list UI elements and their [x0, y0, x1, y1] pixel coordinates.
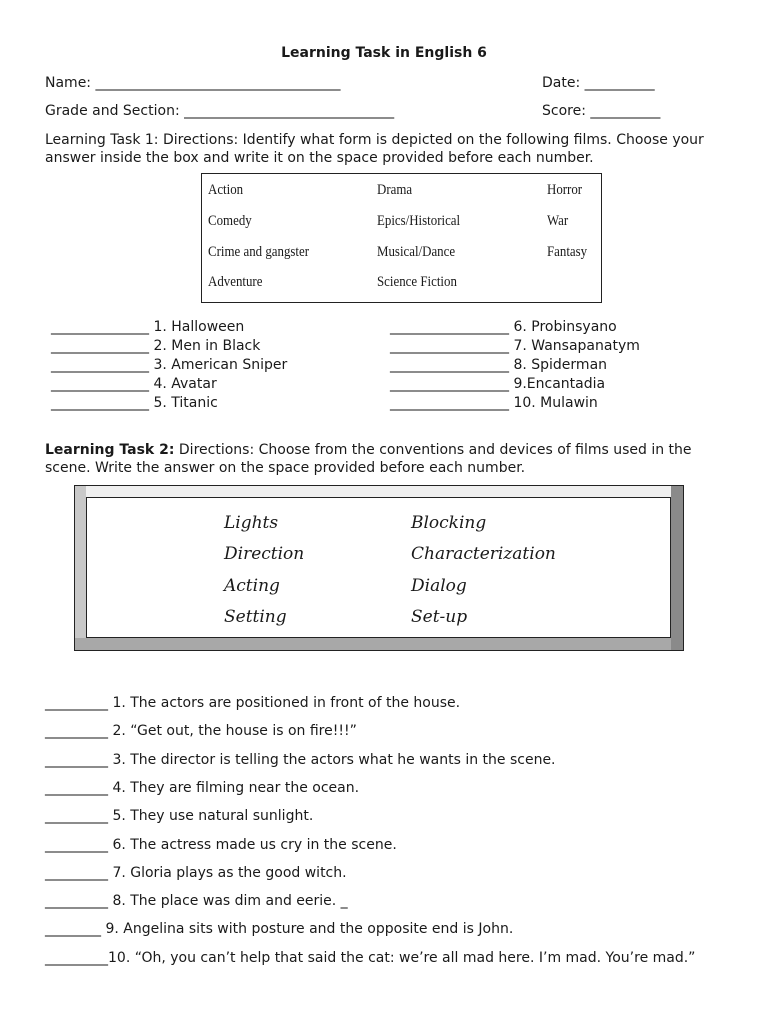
frame-bevel: [671, 486, 683, 650]
name-field: Name: ___________________________________: [45, 75, 341, 91]
task1-item: ______________ 4. Avatar: [51, 376, 217, 392]
task1-item: ______________ 5. Titanic: [51, 395, 218, 411]
task1-directions: [45, 131, 725, 167]
device-label: Set-up: [411, 607, 468, 627]
task2-item: _________ 3. The director is telling the actors what he wants in the scene.: [45, 752, 556, 768]
task1-item: ______________ 3. American Sniper: [51, 357, 288, 373]
choice-cell: Epics/Historical: [377, 213, 461, 229]
task2-item: _________ 8. The place was dim and eerie. _: [45, 893, 348, 909]
frame-bevel: [75, 486, 86, 650]
task1-item: _________________ 6. Probinsyano: [390, 319, 617, 335]
choice-cell: Adventure: [208, 274, 263, 290]
device-label: Characterization: [411, 544, 556, 564]
choice-cell: Action: [208, 182, 244, 198]
task2-item: _________ 2. “Get out, the house is on fire!!!”: [45, 723, 357, 739]
device-label: Lights: [224, 513, 279, 533]
choice-cell: Science Fiction: [377, 274, 457, 290]
task1-item: _________________ 9.Encantadia: [390, 376, 606, 392]
grade-section-field: Grade and Section: ______________________________: [45, 103, 395, 119]
device-label: Dialog: [411, 576, 467, 596]
device-label: Blocking: [411, 513, 487, 533]
choice-cell: Musical/Dance: [377, 244, 456, 260]
task2-directions-line1: [45, 441, 725, 459]
date-field: Date: __________: [542, 75, 655, 91]
task2-item: _________ 1. The actors are positioned in front of the house.: [45, 695, 461, 711]
choice-cell: Fantasy: [547, 244, 588, 260]
task1-item: _________________ 7. Wansapanatym: [390, 338, 640, 354]
task1-item: _________________ 8. Spiderman: [390, 357, 608, 373]
task2-directions: [45, 441, 725, 477]
frame-bevel: [75, 638, 683, 650]
device-label: Direction: [224, 544, 305, 564]
choice-cell: Crime and gangster: [208, 244, 310, 260]
frame-bevel: [75, 486, 683, 497]
device-label: Acting: [224, 576, 280, 596]
choice-cell: Drama: [377, 182, 413, 198]
task2-item: _________ 5. They use natural sunlight.: [45, 808, 314, 824]
task1-item: _________________ 10. Mulawin: [390, 395, 598, 411]
task2-item: _________ 4. They are filming near the ocean.: [45, 780, 360, 796]
task1-item: ______________ 2. Men in Black: [51, 338, 261, 354]
task2-heading: Learning Task 2:: [45, 442, 175, 458]
task2-item: _________10. “Oh, you can’t help that said the cat: we’re all mad here. I’m mad. You’re mad.”: [45, 950, 696, 966]
task1-directions-line1: Learning Task 1: Directions: Identify what form is depicted on the following films. Choose your: [45, 132, 704, 148]
task2-item: _________ 6. The actress made us cry in the scene.: [45, 837, 397, 853]
film-devices-panel: [86, 497, 671, 638]
film-devices-frame: [74, 485, 684, 651]
choice-cell: Horror: [547, 182, 583, 198]
choice-cell: War: [547, 213, 569, 229]
task2-directions-text: Directions: Choose from the conventions and devices of films used in the: [174, 442, 692, 458]
score-field: Score: __________: [542, 103, 661, 119]
choice-cell: Comedy: [208, 213, 252, 229]
task2-directions-line2: scene. Write the answer on the space provided before each number.: [45, 460, 526, 476]
task1-item: ______________ 1. Halloween: [51, 319, 245, 335]
task1-directions-line2: answer inside the box and write it on the space provided before each number.: [45, 150, 594, 166]
task2-item: _________ 7. Gloria plays as the good witch.: [45, 865, 347, 881]
task2-item: ________ 9. Angelina sits with posture and the opposite end is John.: [45, 921, 514, 937]
device-label: Setting: [224, 607, 287, 627]
worksheet-title: Learning Task in English 6: [281, 45, 487, 61]
film-forms-box: [201, 173, 602, 303]
